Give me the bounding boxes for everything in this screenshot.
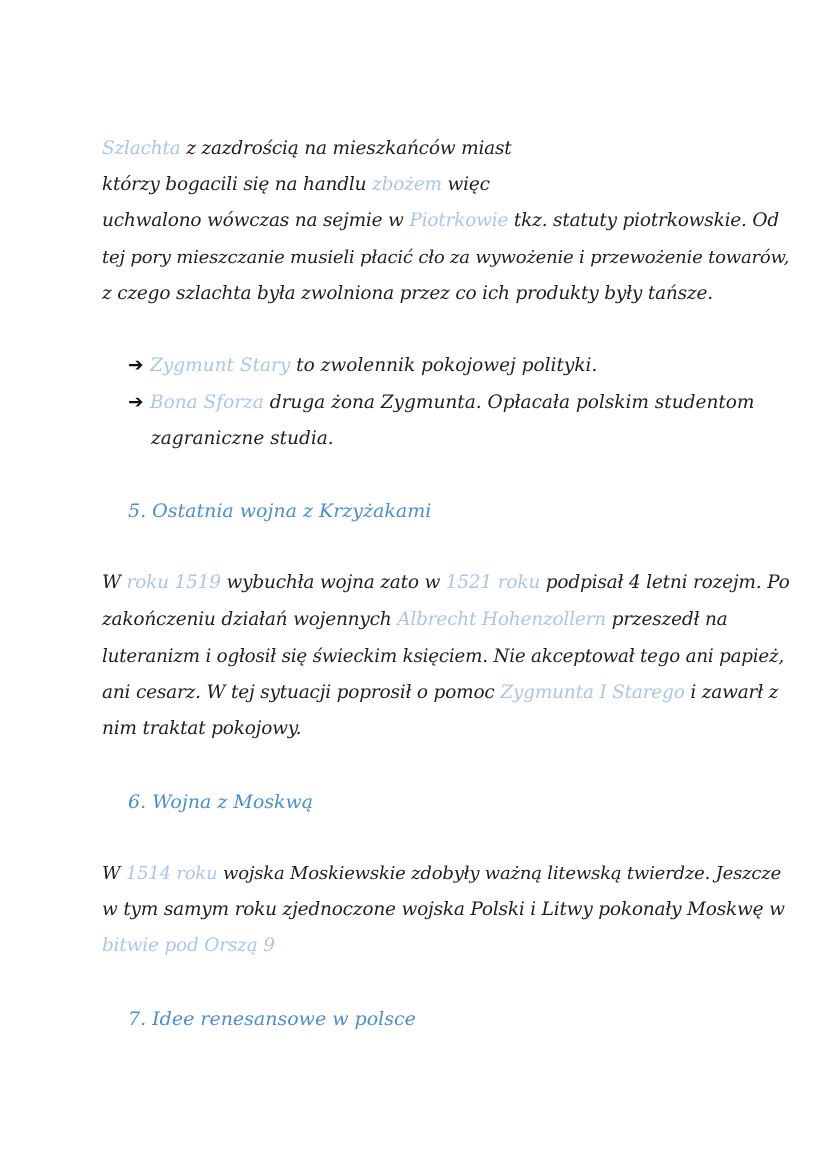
- text: w tym samym roku zjednoczone wojska Polski i Litwy pokonały Moskwę w: [102, 899, 785, 920]
- text: tkz. statuty piotrkowskie. Od: [508, 210, 780, 231]
- text: zakończeniu działań wojennych: [102, 609, 398, 630]
- section5-line-3: [102, 645, 784, 669]
- highlight-term: Zygmunta I Starego: [500, 682, 685, 703]
- section-heading: 6. Wojna z Moskwą: [128, 791, 314, 813]
- text: luteranizm i ogłosił się świeckim księciem. Nie akceptował tego ani papież,: [102, 646, 785, 667]
- text: podpisał 4 letni rozejm. Po: [540, 572, 790, 593]
- section5-line-5: [102, 717, 301, 741]
- section6-line-3: [102, 934, 275, 958]
- text: to zwolennik pokojowej polityki.: [290, 355, 598, 376]
- text: druga żona Zygmunta. Opłacała polskim studentom: [263, 392, 755, 413]
- section-heading: 5. Ostatnia wojna z Krzyżakami: [128, 500, 432, 522]
- text: tej pory mieszczanie musieli płacić cło za wywożenie i przewożenie towarów,: [102, 247, 790, 268]
- arrow-right-icon: ➔: [128, 355, 144, 376]
- text: wojska Moskiewskie zdobyły ważną litewską twierdze. Jeszcze: [217, 863, 782, 884]
- highlight-term: Szlachta: [102, 138, 181, 159]
- text: i zawarł z: [684, 682, 779, 703]
- intro-line-5: [102, 282, 713, 306]
- text: wybuchła wojna zato w: [220, 572, 446, 593]
- intro-line-1: [102, 137, 512, 161]
- text: przeszedł na: [605, 609, 728, 630]
- text: W: [102, 572, 127, 593]
- highlight-term: 1514 roku: [125, 863, 218, 884]
- bullet-item: [128, 391, 754, 415]
- section-heading: 7. Idee renesansowe w polsce: [128, 1008, 416, 1030]
- section5-line-4: [102, 681, 778, 705]
- highlight-term: Zygmunt Stary: [150, 355, 291, 376]
- intro-line-2: [102, 173, 490, 197]
- section6-line-1: [102, 862, 781, 886]
- text: więc: [441, 174, 490, 195]
- section6-line-2: [102, 898, 785, 922]
- text: W: [102, 863, 126, 884]
- text: nim traktat pokojowy.: [102, 718, 302, 739]
- highlight-term: bitwie pod Orszą 9: [102, 935, 275, 956]
- text: z zazdrością na mieszkańców miast: [180, 138, 512, 159]
- highlight-term: Albrecht Hohenzollern: [397, 609, 606, 630]
- highlight-term: 1521 roku: [445, 572, 541, 593]
- text: uchwalono wówczas na sejmie w: [102, 210, 410, 231]
- text: z czego szlachta była zwolniona przez co ich produkty były tańsze.: [102, 283, 713, 304]
- highlight-term: roku 1519: [126, 572, 221, 593]
- highlight-term: zbożem: [372, 174, 442, 195]
- bullet-continuation: zagraniczne studia.: [151, 428, 334, 449]
- highlight-term: Bona Sforza: [150, 392, 264, 413]
- section5-line-1: [102, 571, 790, 595]
- text: którzy bogacili się na handlu: [102, 174, 373, 195]
- intro-line-4: [102, 246, 789, 270]
- highlight-term: Piotrkowie: [409, 210, 509, 231]
- section5-line-2: [102, 608, 728, 632]
- arrow-right-icon: ➔: [128, 392, 144, 413]
- bullet-item: [128, 354, 597, 378]
- text: ani cesarz. W tej sytuacji poprosił o pomoc: [102, 682, 501, 703]
- intro-line-3: [102, 209, 779, 233]
